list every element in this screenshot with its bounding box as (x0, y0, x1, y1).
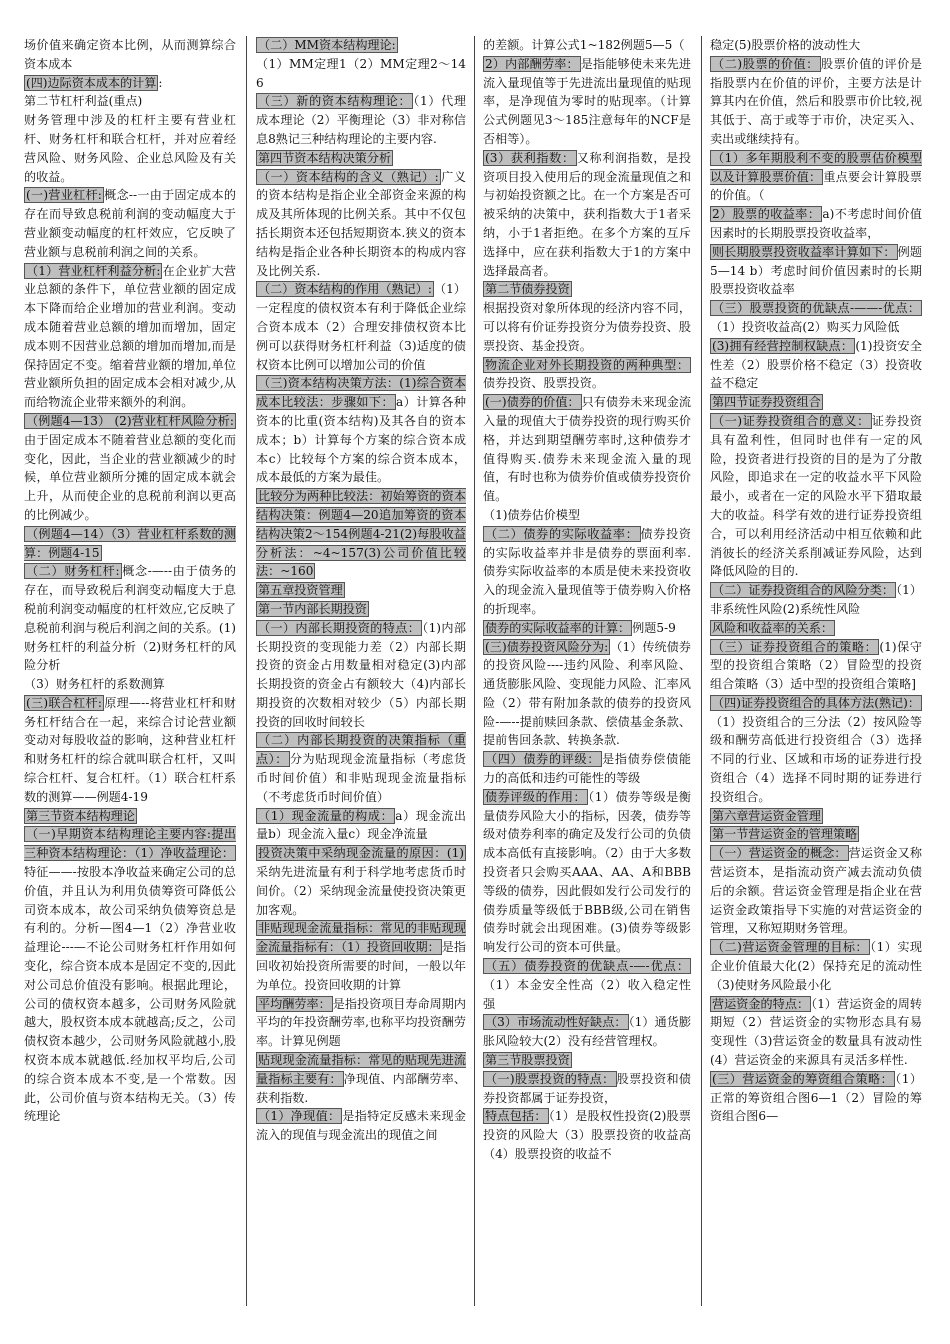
paragraph (483, 299, 691, 355)
body-text: 是指特定反感未来现金流入的现值与现金流出的现值之间 (256, 1109, 466, 1143)
body-text: （1）传统债券的投资风险----违约风险、利率风险、通货膨胀风险、变现能力风险、汇率风险（2）带有附加条款的债券的投资风险-—--提前赎回条款、偿债基金条款、提前售回条款、转换条款. (483, 639, 691, 748)
paragraph (24, 111, 236, 186)
paragraph (24, 412, 236, 525)
highlighted-heading: （二）债券的实际收益率： (485, 526, 639, 541)
body-text: 原理—--将营业杠杆和财务杠杆结合在一起，来综合讨论营业额变动对每股收益的影响，这种营业杠杆和财务杠杆的综合就叫联合杠杆，又叫综合杠杆、复合杠杆。（1）联合杠杆系数的测算——例题4-19 (24, 695, 236, 804)
highlighted-heading: 债券评级的作用： (485, 789, 587, 804)
paragraph (256, 995, 466, 1051)
highlighted-heading: （一)股票投资的特点： (485, 1071, 615, 1086)
body-text: 财务管理中涉及的杠杆主要有营业杠杆、财务杠杆和联合杠杆，并对应着经营风险、财务风险、企业总风险及有关的收益。 (24, 113, 236, 184)
paragraph (24, 186, 236, 261)
body-text: 广义的资本结构是指企业全部资金来源的构成及其所体现的比例关系。其中不仅包括长期资本还包括短期资本.狭义的资本结构是指企业各种长期资本的构成内容及比例关系. (256, 169, 466, 278)
highlighted-heading: 第五章投资管理 (258, 583, 343, 598)
highlighted-heading: （二）证券投资组合的风险分类： (712, 583, 895, 598)
body-text: a）现金流出量b）现金流入量c）现金净流量 (256, 808, 466, 842)
paragraph (710, 243, 922, 299)
body-text: 采纳先进流量有利于科学地考虑货币时间价。（2）采纳现金流量使投资决策更加客观。 (256, 865, 466, 917)
highlighted-heading: (三）营运资金的筹资组合策略： (712, 1071, 894, 1086)
body-text: 例题5-9 (632, 620, 676, 635)
paragraph (24, 74, 236, 93)
paragraph (483, 788, 691, 957)
paragraph (710, 36, 922, 55)
body-text: 是指投资项目寿命周期内平均的年投资酬劳率,也称平均投资酬劳率。计算见例题 (256, 996, 466, 1049)
highlighted-heading: 贴现现金流量指标：常见的贴现先进流量指标主要有： (256, 1053, 466, 1086)
paragraph (256, 619, 466, 732)
paragraph (710, 807, 922, 826)
highlighted-heading: (一)债券的价值： (485, 395, 580, 410)
paragraph (710, 844, 922, 938)
paragraph (256, 581, 466, 600)
body-text: 证券投资具有盈利性，但同时也伴有一定的风险，投资者进行投资的目的是为了分散风险，即追求在一定的收益水平下风险最小，或者在一定的风险水平下猎取最大的收益。科学有效的进行证券投资组合，可以利用经济活动中相互依赖和此消彼长的经济关系削减证券风险，达到降低风险的目的. (710, 413, 922, 579)
highlighted-heading: （二)股票的价值： (712, 56, 819, 71)
paragraph (710, 299, 922, 337)
highlighted-heading: 债券的实际收益率的计算： (485, 620, 631, 635)
paragraph (710, 205, 922, 243)
paragraph (483, 1070, 691, 1108)
highlighted-heading: （一）资本结构的含义（熟记）: (258, 169, 439, 184)
body-text: 概念-—--由于债务的存在，而导致税后利润变动幅度大于息税前利润变动幅度的杠杆效应,它反映了息税前利润与税后利润之间的关系。(1)财务杠杆的利益分析（2)财务杠杆的风险分析 (24, 564, 236, 673)
highlighted-heading: （1）净现值： (258, 1109, 341, 1124)
body-text: 由于固定成本不随着营业总额的变化而变化，因此，当企业的营业额减少的时候，单位营业额所分摊的固定成本就会上升，从而使企业的息税前利润以更高的比例减少。 (24, 432, 236, 522)
body-text: 场价值来确定资本比例，从而测算综合资本成本 (24, 38, 236, 71)
body-text: 又称利润指数，是投资项目投入使用后的现金流量现值之和与初始投资额之比。在一个方案是否可被采纳的决策中，获利指数大于1者采纳，小于1者拒绝。在多个方案的互斥选择中，应在获利指数大于1的方案中选择最高者。 (483, 150, 691, 278)
paragraph (483, 149, 691, 281)
body-text: （1）投资收益高(2）购买力风险低 (710, 319, 900, 334)
paragraph (710, 825, 922, 844)
paragraph (256, 1107, 466, 1145)
paragraph (256, 844, 466, 919)
highlighted-heading: 第六章营运资金管理 (712, 808, 821, 823)
body-text: （1）投资组合的三分法（2）按风险等级和酬劳高低进行投资组合（3）选择不同的行业、区域和市场的证券进行投资组合（4）选择不同时期的证券进行投资组合。 (710, 714, 922, 804)
highlighted-heading: 第四节资本结构决策分析 (258, 150, 392, 165)
highlighted-heading: (三)债券投资风险分为: (485, 639, 609, 654)
highlighted-heading: （例题4—14）（3）营业杠杆系数的测算：例题4-15 (24, 526, 236, 560)
highlighted-heading: （一)早期资本结构理论主要内容:提出三种资本结构理论：（1）净收益理论： (24, 827, 236, 861)
body-text: （1）实现企业价值最大化(2）保持充足的流动性（3)使财务风险最小化 (710, 940, 922, 992)
body-text: （1）债券等级是衡量债券风险大小的指标，因袭，债券等级对债券利率的确定及发行公司的负债成本高低有直接影响。（2）由于大多数投资者只会购买AAA、AA、A和BBB等级的债券，因此假如发行公司发行的债券质量等级低于BBB级,公司在销售债券时就会出现困难。(3)债券等级影响发行公司的资本可供量。 (483, 789, 691, 955)
paragraph (24, 675, 236, 694)
highlighted-heading: 第四节证券投资组合 (712, 395, 821, 410)
paragraph (710, 638, 922, 694)
document-page (24, 36, 936, 1336)
paragraph (256, 731, 466, 806)
body-text: （1）是股权性投资(2)股票投资的风险大（3）股票投资的收益高（4）股票投资的收益不 (483, 1109, 691, 1162)
column-divider (474, 36, 475, 1306)
highlighted-heading: 物流企业对外长期投资的两种典型： (485, 357, 689, 372)
paragraph (710, 337, 922, 393)
body-text: 净现值、内部酬劳率、获利指数. (256, 1071, 466, 1105)
highlighted-heading: 比较分为两种比较法：初始筹资的资本结构决策：例题4—20追加筹资的资本结构决策2～154例题4-21(2)每股收益分析法：~4~157(3)公司价值比较法：~160 (256, 489, 466, 579)
body-text: : (158, 75, 163, 90)
body-text: 例题5—14 b）考虑时间价值因素时的长期股票投资收益率 (710, 244, 922, 297)
body-text: （1）本金安全性高（2）收入稳定性强 (483, 977, 691, 1011)
paragraph (256, 600, 466, 619)
paragraph (256, 919, 466, 994)
highlighted-heading: 第一节营运资金的管理策略 (712, 827, 858, 842)
body-text: 稳定(5)股票价格的波动性大 (710, 38, 861, 52)
highlighted-heading: （三）新的资本结构理论： (258, 94, 412, 109)
paragraph (710, 393, 922, 412)
body-text: 重点要会计算股票的价值。（ (710, 169, 922, 203)
body-text: 股票投资和债券投资都属于证券投资， (483, 1071, 691, 1105)
paragraph (483, 638, 691, 751)
body-text: 是指债券偿债能力的高低和违约可能性的等级 (483, 752, 691, 786)
highlighted-heading: （四)证券投资组合的具体方法(熟记)： (712, 695, 920, 710)
highlighted-heading: （五）债券投资的优缺点-—-优点： (485, 959, 689, 974)
highlighted-heading: 2）内部酬劳率： (485, 56, 579, 71)
paragraph (483, 525, 691, 619)
paragraph (24, 525, 236, 563)
body-text: 概念--一由于固定成本的存在而导致息税前利润的变动幅度大于营业额变动幅度的杠杆效应，它反映了营业额与息税前利润之间的关系。 (24, 188, 236, 259)
highlighted-heading: （三）股票投资的优缺点-——-优点： (712, 301, 920, 316)
paragraph (24, 825, 236, 1126)
body-text: （1)债券估价模型 (483, 507, 581, 522)
body-text: a）计算各种资本的比重(资本结构)及其各自的资本成本；b）计算每个方案的综合资本成本c）比较每个方案的综合资本成本，成本最低的方案为最佳。 (256, 395, 466, 485)
body-text: 债券投资的实际收益率并非是债券的票面利率.债券实际收益率的本质是使未来投资收入的现金流入量现值等于债券购入价格的折现率。 (483, 526, 691, 616)
body-text: （1）正常的筹资组合图6—1（2）冒险的筹资组合图6— (710, 1071, 922, 1124)
body-text: （1)内部长期投资的变现能力差（2）内部长期投资的资金占用数量相对稳定(3)内部长期投资的资金占有额较大（4)内部长期投资的次数相对较少（5）内部长期投资的回收时间较长 (256, 620, 466, 729)
highlighted-heading: (一)营业杠杆: (26, 188, 102, 203)
body-text: （1）MM定理1（2）MM定理2～146 (256, 56, 466, 90)
paragraph (24, 262, 236, 412)
highlighted-heading: 平均酬劳率： (258, 996, 331, 1011)
paragraph (710, 619, 922, 638)
paragraph (710, 694, 922, 807)
body-text: a)不考虑时间价值因素时的长期股票投资收益率， (710, 207, 922, 240)
paragraph (256, 92, 466, 148)
body-text: （1）非系统性风险(2)系统性风险 (710, 583, 922, 616)
body-text: （1）通货膨胀风险较大(2）没有经营管理权。 (483, 1015, 691, 1049)
text-column-4 (710, 36, 922, 1306)
paragraph (483, 957, 691, 1013)
body-text: （1）一定程度的债权资本有利于降低企业综合资本成本（2）合理安排债权资本比例可以获得财务杠杆利益（3)适度的债权资本比例可以增加公司的价值 (256, 282, 466, 372)
highlighted-heading: 营运资金的特点： (712, 996, 810, 1011)
text-column-3 (483, 36, 691, 1306)
paragraph (483, 506, 691, 525)
paragraph (256, 168, 466, 281)
highlighted-heading: （一）内部长期投资的特点： (258, 620, 421, 635)
body-text: （1）代理成本理论（2）平衡理论（3）非对称信息8熟记三种结构理论的主要内容. (256, 94, 466, 146)
body-text: 是指回收初始投资所需要的时间，一般以年为单位。投资回收期的计算 (256, 940, 466, 992)
highlighted-heading: 2）股票的收益率： (712, 207, 821, 222)
highlighted-heading: 非贴现现金流量指标：常见的非贴现现金流量指标有：（1）投资回收期： (256, 921, 466, 955)
body-text: 债券投资、股票投资。 (483, 376, 604, 391)
paragraph (256, 1051, 466, 1107)
highlighted-heading: (三)联合杠杆: (26, 695, 102, 710)
body-text: 的差额。计算公式1~182例题5—5（ (483, 38, 685, 52)
paragraph (710, 149, 922, 205)
paragraph (24, 562, 236, 675)
highlighted-heading: 第三节资本结构理论 (26, 808, 135, 823)
paragraph (24, 694, 236, 807)
paragraph (710, 938, 922, 994)
highlighted-heading: （例题4—13） (2)营业杠杆风险分析: (26, 413, 234, 428)
paragraph (710, 55, 922, 149)
highlighted-heading: （一）营运资金的概念： (712, 846, 847, 861)
body-text: 特征——-按股本净收益来确定公司的总价值，并且认为利用负债筹资可降低公司资本成本，故公司采纳负债筹资总是有利的。分析—图4—1（2）净营业收益理论---—不论公司财务杠杆作用如何变化，综合资本成本是固定不变的,因此对公司总价值没有影响。根据此理论，公司的债权资本越多，公司财务风险就越大，股权资本成本就越高;反之，公司债权资本越少，公司财务风险就越小,股权资本成本就越低.经加权平均后,公司的综合资本成本不变,是一个常数。因此，公司价值与资本结构无关。（3）传统理论 (24, 865, 236, 1124)
paragraph (710, 581, 922, 619)
paragraph (256, 487, 466, 581)
highlighted-heading: （三)资本结构决策方法：(1)综合资本成本比较法：步骤如下： (256, 376, 466, 410)
text-column-2 (256, 36, 466, 1306)
body-text: (1)投资安全性差（2）股票价格不稳定（3）投资收益不稳定 (710, 338, 922, 391)
highlighted-heading: （二）财务杠杆: (26, 564, 120, 579)
paragraph (483, 619, 691, 638)
paragraph (483, 1051, 691, 1070)
paragraph (710, 412, 922, 581)
highlighted-heading: （3）市场流动性好缺点： (485, 1015, 627, 1030)
highlighted-heading: （二）资本结构的作用（熟记）: (258, 282, 432, 297)
paragraph (483, 1013, 691, 1051)
highlighted-heading: 特点包括： (485, 1109, 547, 1124)
paragraph (483, 36, 691, 55)
body-text: 是指能够使未来先进流入量现值等于先进流出量现值的贴现率，是净现值为零时的贴现率。（计算公式例题见3～185注意每年的NCF是否相等）。 (483, 56, 691, 146)
paragraph (256, 55, 466, 93)
highlighted-heading: 第一节内部长期投资 (258, 601, 367, 616)
body-text: 在企业扩大营业总额的条件下，单位营业额的固定成本下降而给企业增加的营业利润。变动成本随着营业总额的增加而增加，固定成本则不因营业总额的增加而增加,而是保持固定不变。缩着营业额的增加,单位营业额所负担的固定成本会相对减少,从而给物流企业带来额外的利润。 (24, 263, 236, 410)
paragraph (483, 55, 691, 149)
body-text: 分为贴现现金流量指标（考虑货币时间价值）和非贴现现金流量指标（不考虑货币时间价值） (256, 752, 466, 804)
paragraph (24, 807, 236, 826)
highlighted-heading: 投资决策中采纳现金流量的原因：(1) (258, 846, 464, 861)
highlighted-heading: （二）内部长期投资的决策指标（重点）： (256, 733, 466, 767)
paragraph (483, 393, 691, 506)
highlighted-heading: 第三节股票投资 (485, 1053, 570, 1068)
highlighted-heading: （1）现金流量的构成： (258, 808, 394, 823)
paragraph (710, 1070, 922, 1126)
body-text: 股票价值的评价是指股票内在价值的评价，主要方法是计算其内在价值，然后和股票市价比较,视其低于、高于或等于市价，决定买入、卖出或继续持有。 (710, 56, 922, 146)
highlighted-heading: （四）债券的评级： (485, 752, 601, 767)
paragraph (710, 995, 922, 1070)
highlighted-heading: (四)边际资本成本的计算 (26, 75, 157, 90)
text-column-1 (24, 36, 236, 1306)
body-text: 只有债券未来现金流入量的现值大于债券投资的现行购买价格，并达到期望酬劳率时,这种债券才值得购买.债券未来现金流入量的现值，有时也称为债券价值或债券投资价值。 (483, 395, 691, 504)
paragraph (256, 36, 466, 55)
highlighted-heading: （1）营业杠杆利益分析: (26, 263, 161, 278)
paragraph (256, 807, 466, 845)
highlighted-heading: （一)证券投资组合的意义： (712, 413, 870, 428)
highlighted-heading: (3）获利指数： (485, 150, 575, 165)
highlighted-heading: （1）多年期股利不变的股票估价模型以及计算股票价值： (710, 150, 922, 184)
paragraph (24, 92, 236, 111)
highlighted-heading: 第二节债券投资 (485, 282, 570, 297)
column-divider (701, 36, 702, 1306)
highlighted-heading: 则长期股票投资收益率计算如下： (712, 244, 896, 259)
paragraph (256, 374, 466, 487)
body-text: （1）营运资金的周转期短（2）营运资金的实物形态具有易变现性（3)营运资金的数量具有波动性(4）营运资金的来源具有灵活多样性. (710, 996, 922, 1068)
column-divider (246, 36, 247, 1306)
highlighted-heading: （二）MM资本结构理论: (258, 38, 396, 52)
highlighted-heading: 风险和收益率的关系： (712, 620, 833, 635)
paragraph (483, 280, 691, 299)
body-text: 根据投资对象所体现的经济内容不同，可以将有价证券投资分为债券投资、股票投资、基金投资。 (483, 301, 691, 353)
paragraph (256, 280, 466, 374)
highlighted-heading: (3)拥有经营控制权缺点： (712, 338, 854, 353)
highlighted-heading: （二)营运资金管理的目标： (712, 940, 869, 955)
body-text: (1)保守型的投资组合策略（2）冒险型的投资组合策略（3）适中型的投资组合策略] (710, 639, 922, 692)
paragraph (256, 149, 466, 168)
highlighted-heading: （三）证券投资组合的策略： (712, 639, 878, 654)
paragraph (483, 356, 691, 394)
paragraph (483, 750, 691, 788)
body-text: （3）财务杠杆的系数测算 (24, 677, 165, 692)
body-text: 第二节杠杆利益(重点) (24, 94, 143, 109)
paragraph (483, 1107, 691, 1163)
paragraph (24, 36, 236, 74)
body-text: 营运资金又称营运资本，是指流动资产减去流动负债后的余额。营运资金管理是指企业在营运资金政策指导下实施的对营运资金的管理，又称短期财务管理。 (710, 846, 922, 936)
